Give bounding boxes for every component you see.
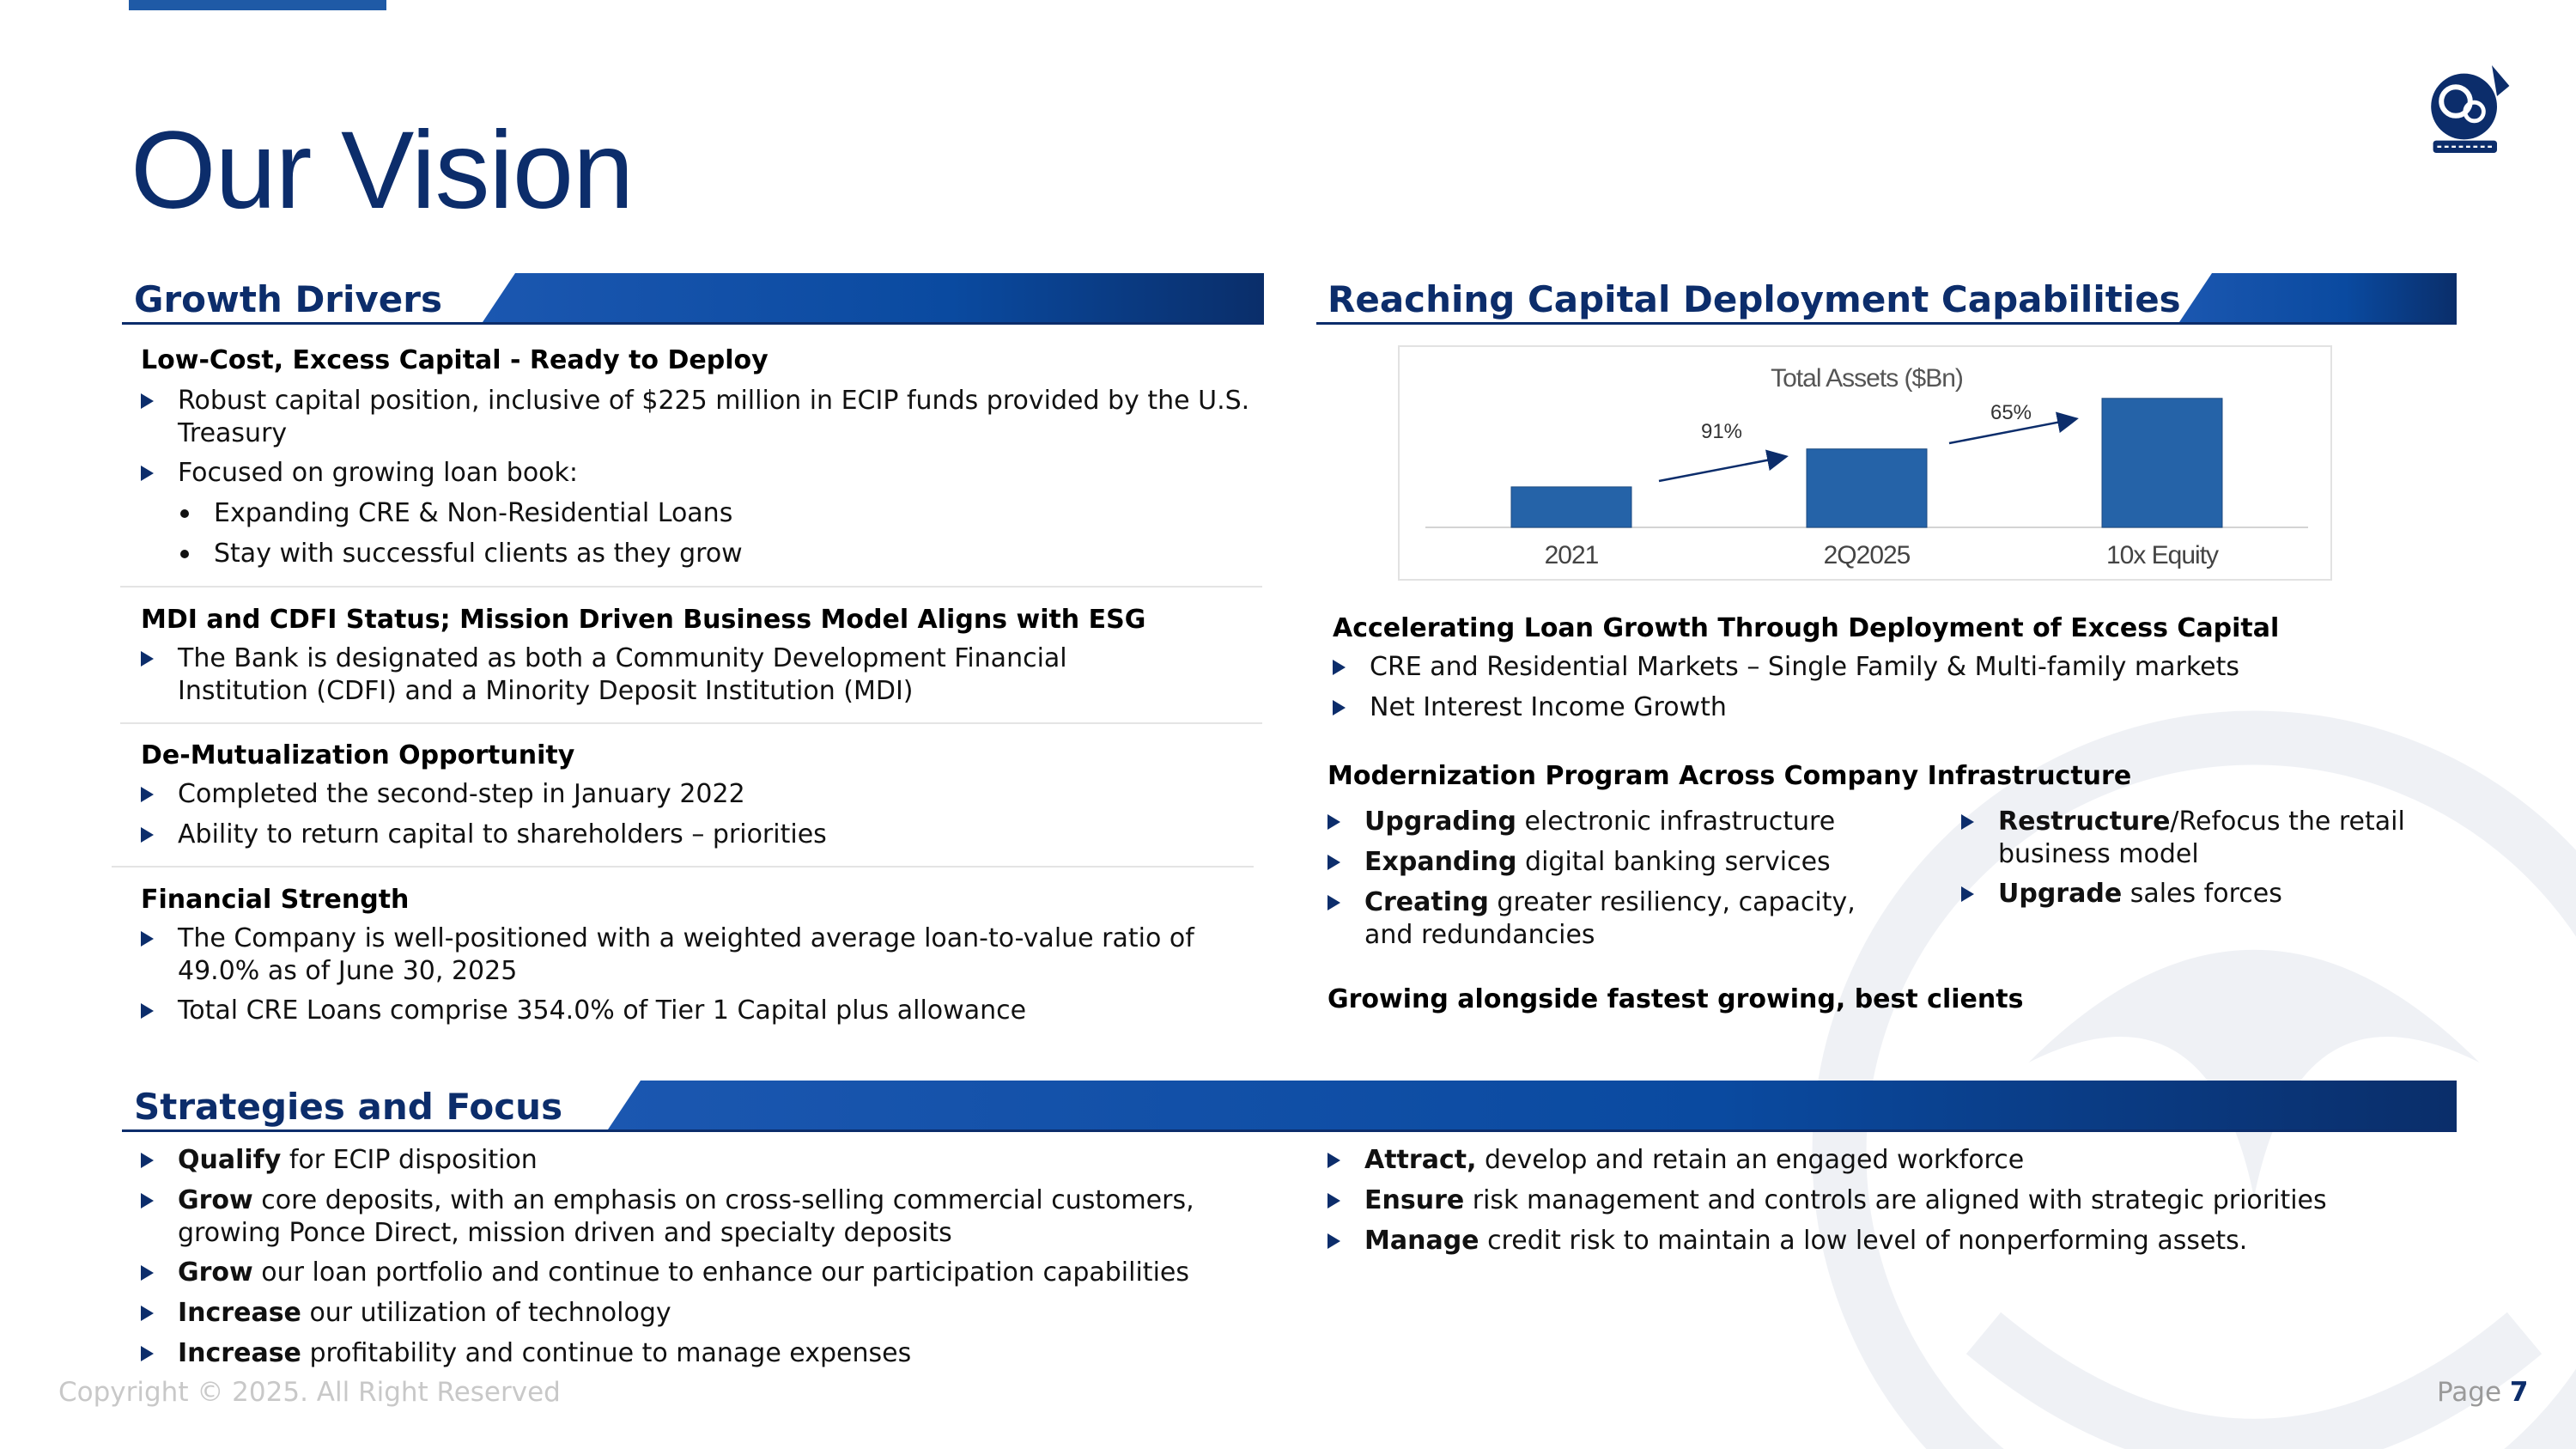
triangle-bullet-icon: [141, 1306, 154, 1321]
company-logo-icon: [2415, 60, 2518, 163]
triangle-bullet-icon: [141, 466, 154, 481]
triangle-bullet-icon: [1327, 814, 1340, 830]
strategy-right-1: Attract, develop and retain an engaged workforce: [1327, 1144, 2461, 1177]
financial-heading: Financial Strength: [141, 885, 410, 915]
accel-heading: Accelerating Loan Growth Through Deployment of Excess Capital: [1333, 613, 2280, 643]
triangle-bullet-icon: [141, 1265, 154, 1281]
chart-svg: [1400, 347, 2334, 582]
tick-label-10x-equity: 10x Equity: [2105, 541, 2219, 569]
triangle-bullet-icon: [1327, 1233, 1340, 1249]
section-divider: [120, 722, 1262, 724]
triangle-bullet-icon: [1961, 886, 1974, 902]
accel-bullet-2: Net Interest Income Growth: [1333, 691, 2449, 724]
triangle-bullet-icon: [1333, 700, 1346, 715]
dot-bullet-icon: [180, 550, 189, 558]
strategy-left-3: Grow our loan portfolio and continue to enhance our participation capabilities: [141, 1257, 1283, 1289]
financial-bullet-2: Total CRE Loans comprise 354.0% of Tier 1 Capital plus allowance: [141, 995, 1257, 1027]
demutual-bullet-1: Completed the second-step in January 2022: [141, 778, 1257, 811]
lowcost-bullet-2: Focused on growing loan book:: [141, 457, 1257, 490]
strategy-right-2: Ensure risk management and controls are aligned with strategic priorities: [1327, 1184, 2461, 1217]
page-number: 7: [2509, 1377, 2529, 1408]
page-title: Our Vision: [131, 109, 634, 232]
demutual-bullet-2: Ability to return capital to shareholders – priorities: [141, 819, 1257, 851]
growth-arrow-1: [1659, 457, 1784, 481]
growing-clients-heading: Growing alongside fastest growing, best clients: [1327, 984, 2024, 1014]
modern-left-3: Creating greater resiliency, capacity, and redundancies: [1327, 886, 1877, 952]
mdi-heading: MDI and CDFI Status; Mission Driven Business Model Aligns with ESG: [141, 605, 1146, 635]
copyright-text: Copyright © 2025. All Right Reserved: [58, 1377, 561, 1408]
strategy-left-4: Increase our utilization of technology: [141, 1297, 1257, 1330]
bar-2021: [1511, 487, 1631, 527]
growth-drivers-header: [122, 273, 1264, 325]
growth-drivers-title: Growth Drivers: [134, 278, 442, 320]
triangle-bullet-icon: [1327, 895, 1340, 910]
total-assets-chart: [1398, 345, 2332, 581]
strategy-left-5: Increase profitability and continue to manage expenses: [141, 1337, 1257, 1370]
triangle-bullet-icon: [1333, 660, 1346, 675]
tick-label-2021: 2021: [1544, 541, 1599, 569]
financial-bullet-1: The Company is well-positioned with a weighted average loan-to-value ratio of 49.0% as of June 30, 2025: [141, 922, 1231, 988]
demutual-heading: De-Mutualization Opportunity: [141, 740, 575, 770]
mdi-bullet-1: The Bank is designated as both a Community Development Financial Institution (CDFI) and a Minority Deposit Institution (MDI): [141, 642, 1145, 708]
modern-left-2: Expanding digital banking services: [1327, 846, 1894, 879]
top-accent-bar: [129, 0, 386, 10]
triangle-bullet-icon: [141, 1346, 154, 1361]
modern-left-1: Upgrading electronic infrastructure: [1327, 806, 1894, 838]
triangle-bullet-icon: [141, 1193, 154, 1209]
strategies-title: Strategies and Focus: [134, 1086, 563, 1128]
bar-10x-equity: [2102, 399, 2222, 527]
triangle-bullet-icon: [141, 1153, 154, 1168]
accel-bullet-1: CRE and Residential Markets – Single Family & Multi-family markets: [1333, 651, 2449, 684]
triangle-bullet-icon: [1327, 855, 1340, 870]
capital-deployment-title: Reaching Capital Deployment Capabilities: [1327, 278, 2181, 320]
triangle-bullet-icon: [141, 651, 154, 667]
strategy-left-2: Grow core deposits, with an emphasis on cross-selling commercial customers, growing Ponce Direct, mission driven and specialty deposits: [141, 1184, 1257, 1250]
bar-2q2025: [1807, 449, 1927, 527]
modern-right-1: Restructure/Refocus the retail business model: [1961, 806, 2451, 871]
triangle-bullet-icon: [141, 827, 154, 843]
triangle-bullet-icon: [141, 931, 154, 947]
page-label: Page: [2437, 1377, 2502, 1408]
capital-deployment-header: [1316, 273, 2457, 325]
strategy-right-3: Manage credit risk to maintain a low level of nonperforming assets.: [1327, 1225, 2461, 1257]
lowcost-bullet-1: Robust capital position, inclusive of $225 million in ECIP funds provided by the U.S. Treasury: [141, 385, 1257, 450]
page-indicator: [2437, 1377, 2529, 1408]
lowcost-sub-bullet-1: Expanding CRE & Non-Residential Loans: [177, 497, 1207, 530]
modern-heading: Modernization Program Across Company Infrastructure: [1327, 761, 2132, 791]
chart-title: Total Assets ($Bn): [1771, 364, 1963, 393]
triangle-bullet-icon: [141, 787, 154, 802]
triangle-bullet-icon: [1961, 814, 1974, 830]
triangle-bullet-icon: [141, 1003, 154, 1019]
triangle-bullet-icon: [1327, 1153, 1340, 1168]
growth-label-91: 91%: [1700, 420, 1743, 443]
growth-label-65: 65%: [1990, 401, 2032, 424]
lowcost-sub-bullet-2: Stay with successful clients as they grow: [177, 538, 1207, 570]
modern-right-2: Upgrade sales forces: [1961, 878, 2451, 910]
strategy-left-1: Qualify for ECIP disposition: [141, 1144, 1257, 1177]
lowcost-heading: Low-Cost, Excess Capital - Ready to Deploy: [141, 345, 769, 375]
section-divider: [120, 586, 1262, 588]
strategies-header: [122, 1081, 2457, 1132]
triangle-bullet-icon: [141, 393, 154, 409]
section-divider: [112, 866, 1254, 868]
dot-bullet-icon: [180, 509, 189, 518]
triangle-bullet-icon: [1327, 1193, 1340, 1209]
tick-label-2q2025: 2Q2025: [1823, 541, 1911, 569]
